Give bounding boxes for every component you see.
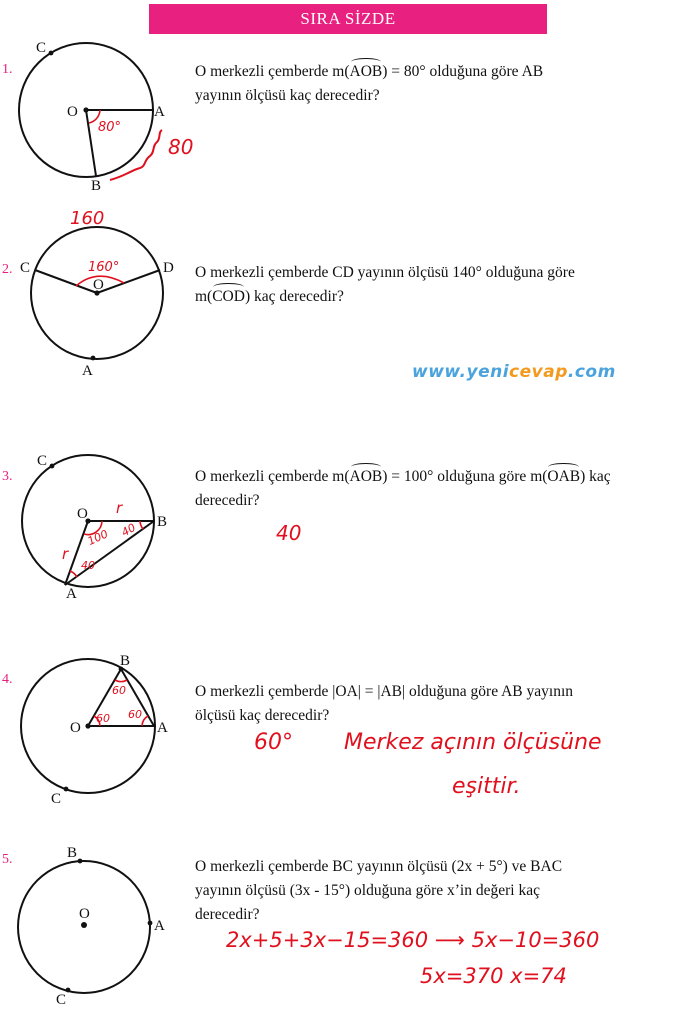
- point-label-c: C: [36, 40, 47, 56]
- point-label-b: B: [91, 178, 102, 194]
- question-line: yayının ölçüsü (3x - 15°) olduğuna göre x’in değeri kaç: [195, 882, 540, 899]
- question-number: 1.: [2, 62, 13, 77]
- angle-arc-mark: [142, 716, 148, 726]
- point-label-a: A: [154, 104, 165, 120]
- arc-notation: AOB: [350, 60, 383, 84]
- point-label-c: C: [20, 260, 31, 276]
- point-marker: [64, 787, 69, 792]
- point-marker: [66, 988, 71, 993]
- question-number: 2.: [2, 262, 13, 277]
- point-marker: [148, 921, 153, 926]
- question-line: O merkezli çemberde CD yayının ölçüsü 140° olduğuna göre: [195, 264, 575, 281]
- point-label-b: B: [120, 653, 131, 669]
- angle-value-mark: 60: [112, 684, 126, 697]
- angle-value-mark: 160°: [88, 260, 120, 275]
- question-3-text: [195, 465, 635, 513]
- question-line: derecedir?: [195, 492, 260, 509]
- question-1-text: [195, 60, 635, 108]
- angle-value-mark: 80°: [98, 120, 122, 135]
- point-marker: [49, 51, 54, 56]
- point-label-c: C: [37, 453, 48, 469]
- question-number: 4.: [2, 672, 13, 687]
- question-line: O merkezli çemberde m(AOB) = 80° olduğuna göre AB: [195, 60, 635, 84]
- question-line: m(COD) kaç derecedir?: [195, 285, 635, 309]
- question-line: ölçüsü kaç derecedir?: [195, 707, 330, 724]
- handwritten-work: 2x+5+3x−15=360 ⟶ 5x−10=360: [226, 928, 600, 952]
- angle-value-mark: 100: [85, 527, 111, 548]
- section-title-banner: SIRA SİZDE: [149, 4, 547, 34]
- angle-arc-mark: [140, 521, 143, 529]
- handwritten-answer: 40: [276, 521, 302, 545]
- point-marker: [78, 859, 83, 864]
- point-marker: [50, 464, 55, 469]
- handwritten-work: 5x=370 x=74: [420, 964, 567, 988]
- angle-arc-mark: [70, 571, 77, 577]
- arc-notation: OAB: [547, 465, 580, 489]
- point-label-o: O: [77, 506, 88, 522]
- watermark-logo: www.yenicevap.com: [412, 362, 616, 382]
- point-label-a: A: [154, 918, 165, 934]
- point-label-b: B: [157, 514, 168, 530]
- question-2-text: [195, 261, 635, 309]
- point-label-a: A: [157, 720, 168, 736]
- angle-value-mark: 40: [81, 559, 95, 572]
- side-length-mark: r: [62, 545, 69, 563]
- question-5-text: [195, 855, 635, 927]
- handwritten-note: Merkez açının ölçüsüne: [344, 730, 602, 755]
- question-line: yayının ölçüsü kaç derecedir?: [195, 87, 380, 104]
- center-point: [81, 922, 87, 928]
- question-number: 3.: [2, 469, 13, 484]
- center-point: [83, 107, 88, 112]
- angle-value-mark: 60: [96, 712, 110, 725]
- question-line: O merkezli çemberde m(AOB) = 100° olduğuna göre m(OAB) kaç: [195, 465, 635, 489]
- point-label-a: A: [66, 586, 77, 602]
- point-label-o: O: [93, 277, 104, 293]
- point-label-o: O: [67, 104, 78, 120]
- point-label-a: A: [82, 363, 93, 379]
- question-line: O merkezli çemberde |OA| = |AB| olduğuna göre AB yayının: [195, 683, 573, 700]
- handwritten-note: eşittir.: [452, 774, 521, 799]
- question-line: O merkezli çemberde BC yayının ölçüsü (2x + 5°) ve BAC: [195, 858, 563, 875]
- question-number: 5.: [2, 852, 13, 867]
- point-label-b: B: [67, 845, 78, 861]
- point-marker: [91, 356, 96, 361]
- arc-notation: AOB: [350, 465, 383, 489]
- handwritten-answer: 80: [168, 135, 194, 159]
- point-label-c: C: [51, 791, 62, 807]
- point-label-o: O: [70, 720, 81, 736]
- angle-value-mark: 40: [119, 520, 138, 540]
- angle-arc-mark: [115, 680, 127, 682]
- arc-notation: COD: [212, 285, 245, 309]
- center-point: [85, 723, 90, 728]
- side-length-mark: r: [116, 499, 123, 517]
- angle-value-mark: 60: [128, 708, 142, 721]
- point-label-o: O: [79, 906, 90, 922]
- question-line: derecedir?: [195, 906, 260, 923]
- arc-value-note: 160: [70, 208, 105, 229]
- question-4-text: [195, 680, 635, 728]
- point-label-c: C: [56, 992, 67, 1008]
- handwritten-answer: 60°: [254, 730, 293, 755]
- point-label-d: D: [163, 260, 174, 276]
